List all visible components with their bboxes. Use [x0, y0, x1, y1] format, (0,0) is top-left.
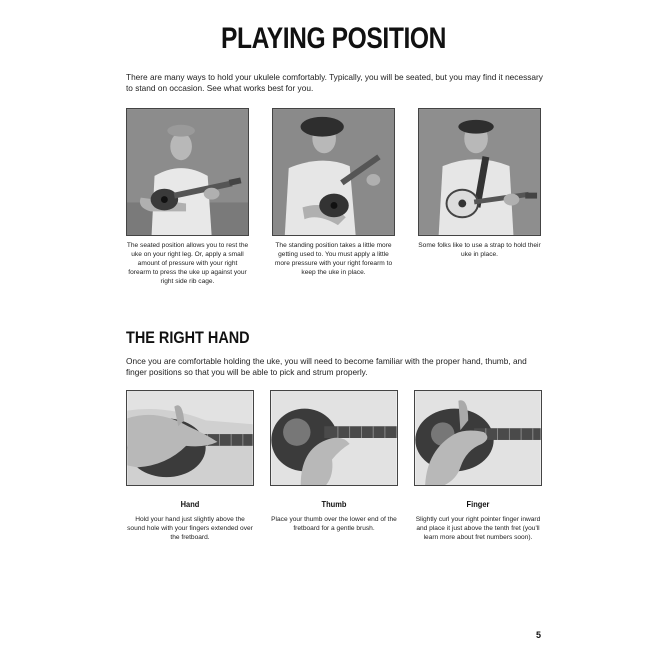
caption-strap: Some folks like to use a strap to hold their uke in place. [418, 242, 541, 258]
seated-position-illustration [127, 109, 248, 235]
caption-thumb: Place your thumb over the lower end of the fretboard for a gentle brush. [271, 516, 397, 532]
item-title-finger: Finger [466, 499, 490, 509]
caption-finger: Slightly curl your right pointer finger inward and place it just above the tenth fret (you'll learn more about fret numbers soon). [415, 516, 541, 541]
photo-hand [126, 390, 254, 486]
item-title-hand: Hand [180, 499, 200, 509]
page-title: PLAYING POSITION [221, 22, 446, 55]
photo-strap-position [418, 108, 541, 236]
photo-finger [414, 390, 542, 486]
hand-illustration [127, 391, 253, 485]
photo-standing-position [272, 108, 395, 236]
section-intro-right-hand: Once you are comfortable holding the uke, you will need to become familiar with the proper hand, thumb, and finger positions so that you will be able to pick and strum properly. [126, 356, 527, 377]
page-number: 5 [536, 630, 542, 640]
strap-position-illustration [419, 109, 540, 235]
photo-thumb [270, 390, 398, 486]
standing-position-illustration [273, 109, 394, 235]
finger-illustration [415, 391, 541, 485]
intro-text: There are many ways to hold your ukulele comfortably. Typically, you will be seated, but you may find it necessary to stand on occasion. See what works best for you. [126, 72, 543, 93]
caption-seated: The seated position allows you to rest the uke on your right leg. Or, apply a small amount of pressure with your right forearm to press the uke up against your right side rib cage. [126, 242, 249, 285]
caption-hand: Hold your hand just slightly above the sound hole with your fingers extended over the fretboard. [127, 516, 253, 541]
section-title-right-hand: THE RIGHT HAND [126, 328, 250, 347]
item-title-thumb: Thumb [321, 499, 347, 509]
thumb-illustration [271, 391, 397, 485]
caption-standing: The standing position takes a little more getting used to. You must apply a little more pressure with your right forearm to keep the uke in place. [274, 242, 393, 276]
photo-seated-position [126, 108, 249, 236]
